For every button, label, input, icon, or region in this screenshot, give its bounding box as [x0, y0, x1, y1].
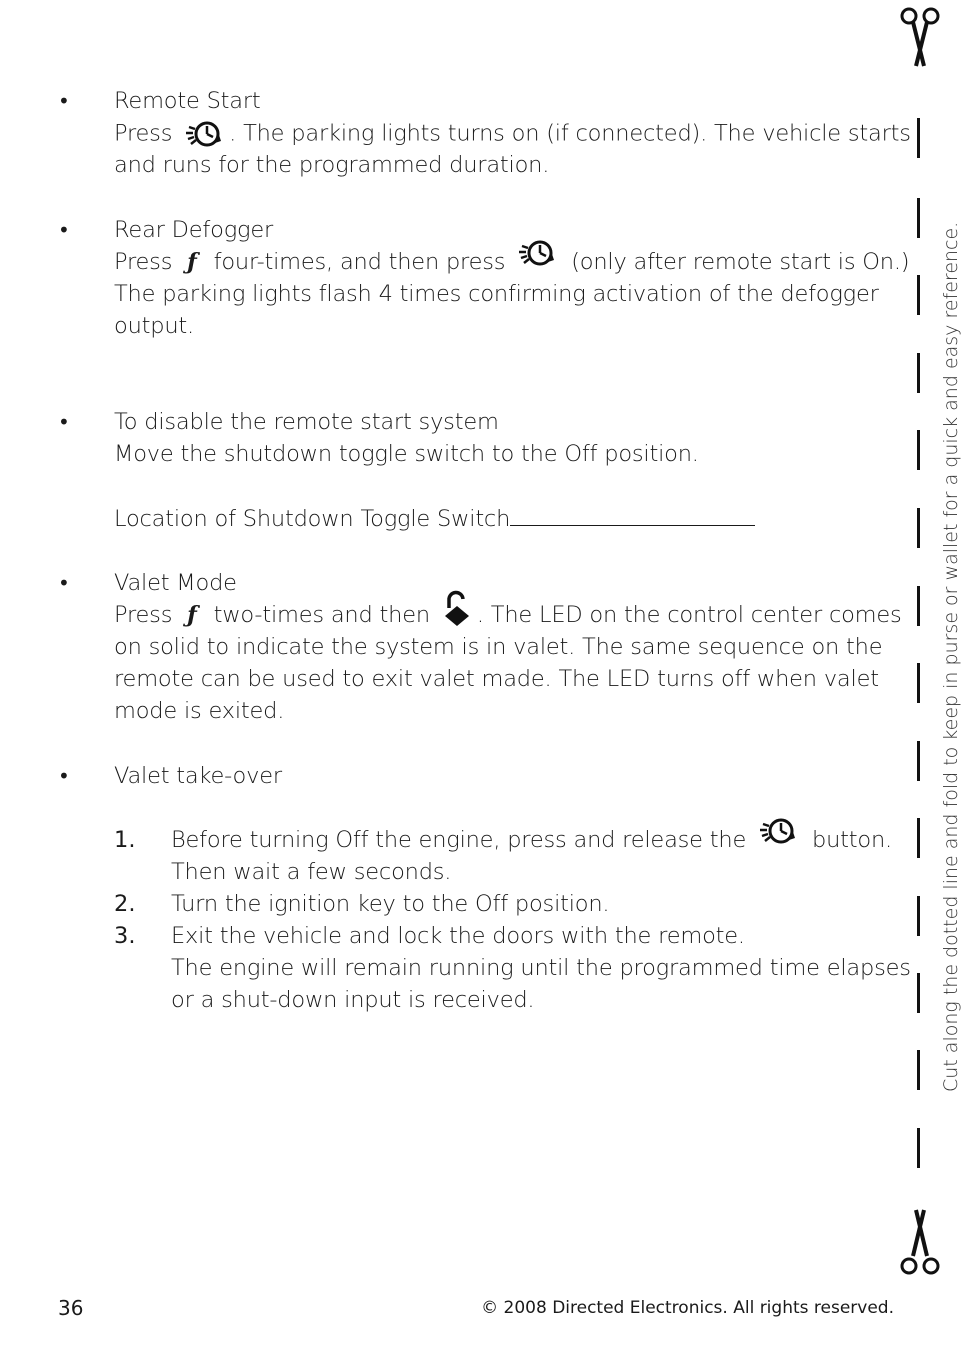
cut-dash — [917, 508, 920, 548]
cut-dash — [917, 1050, 920, 1090]
cut-dash — [917, 741, 920, 781]
cut-dash — [917, 896, 920, 936]
remote-start-line1: Press . The parking lights turns on (if connected). The vehicle starts — [114, 117, 911, 151]
valet-mode-line1: Press ƒ two-times and then . The LED on the control center comes — [114, 599, 902, 631]
cut-dash — [917, 430, 920, 470]
rear-defogger-line3: output. — [114, 313, 194, 339]
location-blank — [510, 503, 755, 526]
rear-defogger-title: Rear Defogger — [114, 217, 274, 243]
remote-start-title: Remote Start — [114, 88, 261, 114]
scissors-icon — [896, 4, 944, 74]
valet-mode-line3: remote can be used to exit valet made. The LED turns off when valet — [114, 666, 879, 692]
step-3-line3: or a shut-down input is received. — [171, 987, 535, 1013]
step-number: 3. — [114, 923, 136, 949]
copyright: © 2008 Directed Electronics. All rights reserved. — [481, 1298, 894, 1318]
disable-title: To disable the remote start system — [114, 409, 499, 435]
step-1-line1: Before turning Off the engine, press and release the button. — [171, 824, 892, 856]
remote-start-icon — [753, 814, 805, 854]
unlock-icon — [437, 590, 477, 630]
function-icon: ƒ — [187, 602, 197, 628]
bullet: • — [58, 571, 70, 595]
remote-start-icon — [179, 117, 229, 151]
page-number: 36 — [58, 1296, 84, 1320]
bullet: • — [58, 410, 70, 434]
cut-dash — [917, 118, 920, 158]
step-2-line1: Turn the ignition key to the Off position. — [171, 891, 610, 917]
step-3-line2: The engine will remain running until the programmed time elapses — [171, 955, 911, 981]
valet-takeover-title: Valet take-over — [114, 763, 282, 789]
step-number: 2. — [114, 891, 136, 917]
remote-start-icon — [512, 236, 564, 276]
rear-defogger-line1: Press ƒ four-times, and then press (only after remote start is On.) — [114, 246, 909, 278]
step-1-line2: Then wait a few seconds. — [171, 859, 452, 885]
bullet: • — [58, 89, 70, 113]
cut-caption: Cut along the dotted line and fold to keep in purse or wallet for a quick and easy reference. — [940, 221, 962, 1092]
rear-defogger-line2: The parking lights flash 4 times confirming activation of the defogger — [114, 281, 879, 307]
cut-dash — [917, 198, 920, 238]
cut-dash — [917, 353, 920, 393]
bullet: • — [58, 218, 70, 242]
cut-dash — [917, 1128, 920, 1168]
bullet: • — [58, 764, 70, 788]
cut-dash — [917, 663, 920, 703]
disable-line1: Move the shutdown toggle switch to the Off position. — [114, 441, 699, 467]
cut-dash — [917, 275, 920, 315]
toggle-location-line: Location of Shutdown Toggle Switch — [114, 503, 755, 535]
function-icon: ƒ — [187, 249, 197, 275]
valet-mode-line2: on solid to indicate the system is in valet. The same sequence on the — [114, 634, 883, 660]
remote-start-line2: and runs for the programmed duration. — [114, 152, 550, 178]
scissors-icon — [896, 1206, 944, 1282]
cut-dash — [917, 586, 920, 626]
step-number: 1. — [114, 827, 136, 853]
valet-mode-line4: mode is exited. — [114, 698, 285, 724]
cut-dash — [917, 818, 920, 858]
valet-mode-title: Valet Mode — [114, 570, 237, 596]
cut-dash — [917, 973, 920, 1013]
step-3-line1: Exit the vehicle and lock the doors with the remote. — [171, 923, 745, 949]
